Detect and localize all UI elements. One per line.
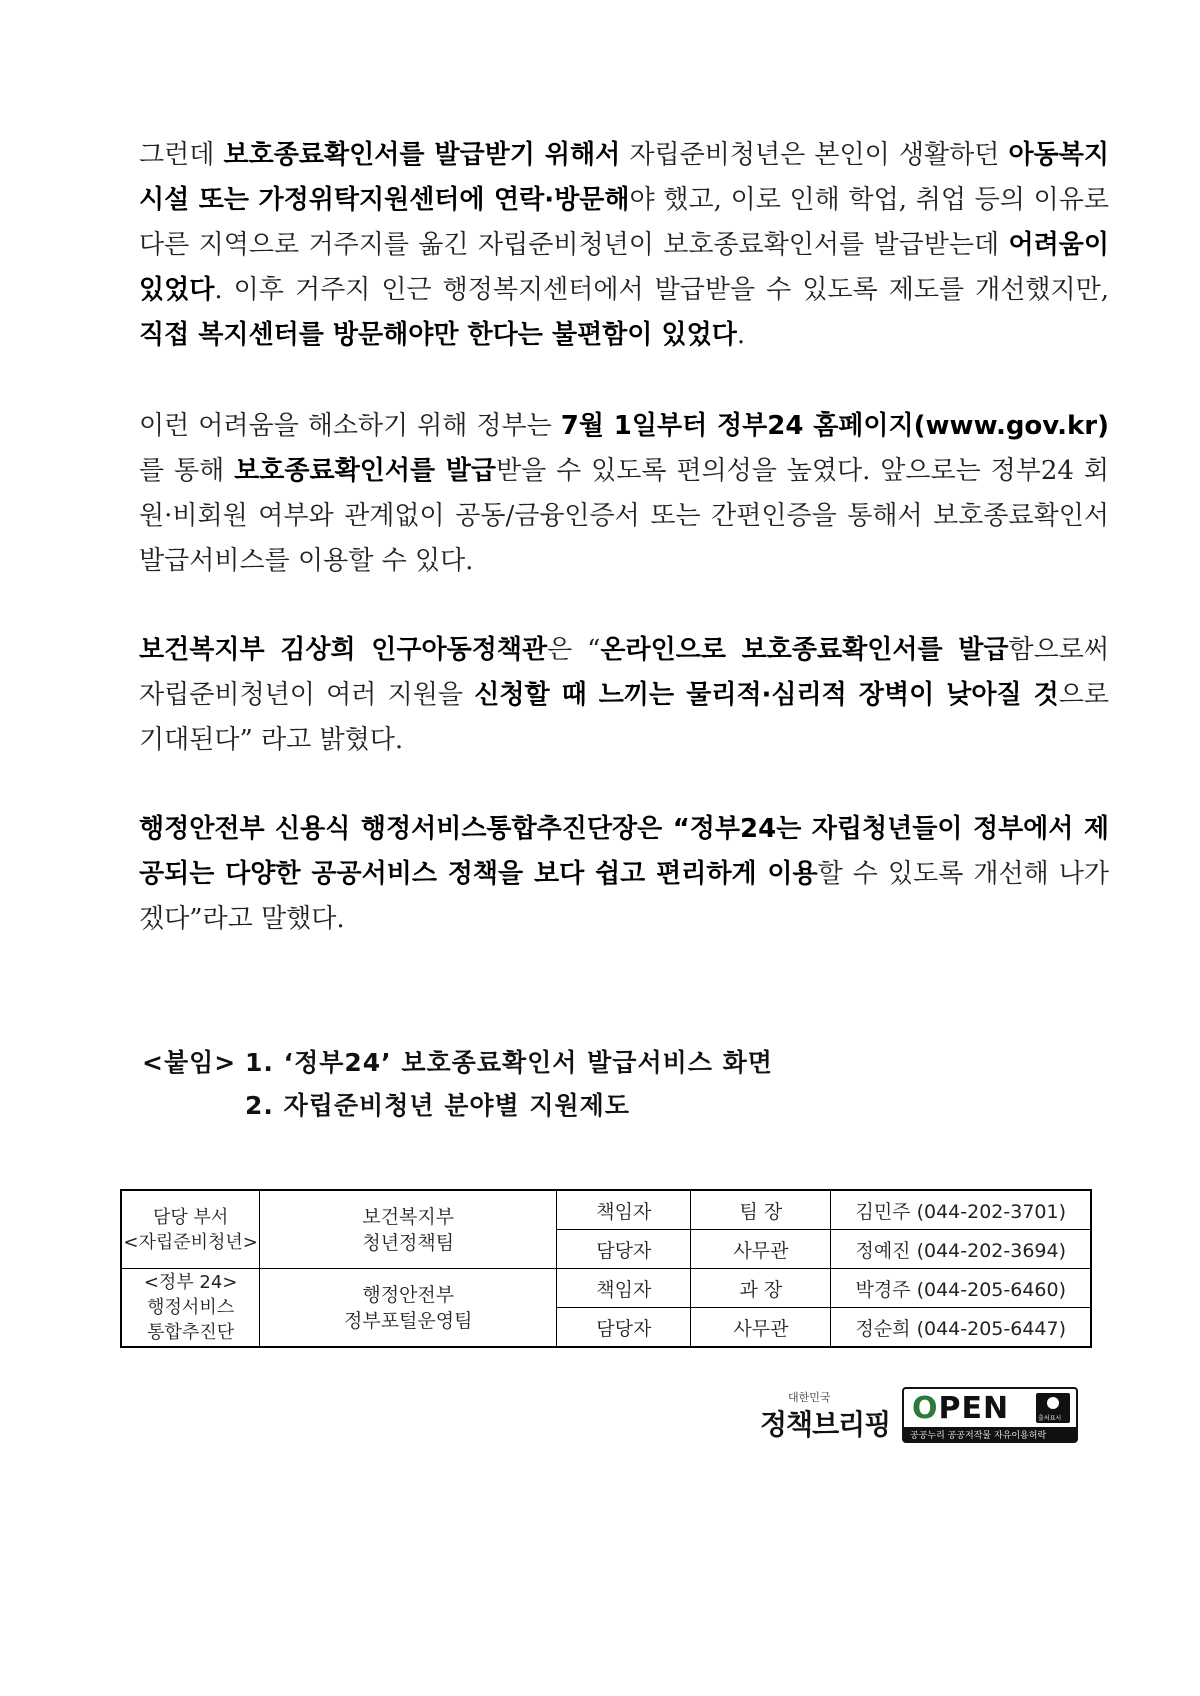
body-text: 를 통해 bbox=[139, 456, 235, 486]
policy-briefing-logo bbox=[760, 1387, 900, 1447]
paragraph-3 bbox=[117, 628, 1109, 763]
team-name: 청년정책팀 bbox=[362, 1231, 455, 1254]
open-o: O bbox=[912, 1391, 939, 1426]
badge-caption: 출처표시 bbox=[1038, 1415, 1062, 1422]
emphasis-text: 보건복지부 김상희 인구아동정책관 bbox=[139, 635, 548, 665]
ministry-name: 보건복지부 bbox=[362, 1205, 455, 1228]
role-cell: 책임자 bbox=[557, 1269, 691, 1308]
briefing-caption: 대한민국 bbox=[788, 1391, 831, 1404]
body-text: 할 수 있도록 개선해 나가겠다”라고 말했다. bbox=[139, 859, 1109, 934]
dept-sub: 통합추진단 bbox=[147, 1322, 235, 1343]
person-cell: 정순희 (044-205-6447) bbox=[831, 1308, 1091, 1348]
license-text: 공공누리 공공저작물 자유이용허락 bbox=[910, 1431, 1047, 1441]
attachment-item-2: 2. 자립준비청년 분야별 지원제도 bbox=[245, 1091, 630, 1120]
title-cell: 사무관 bbox=[691, 1308, 831, 1348]
emphasis-text: 직접 복지센터를 방문해야만 한다는 불편함이 있었다 bbox=[139, 320, 737, 350]
person-cell: 정예진 (044-202-3694) bbox=[831, 1230, 1091, 1269]
role-cell: 책임자 bbox=[557, 1190, 691, 1230]
role-cell: 담당자 bbox=[557, 1230, 691, 1269]
team-cell bbox=[260, 1269, 557, 1348]
ministry-name: 행정안전부 bbox=[362, 1283, 455, 1306]
emphasis-text: 행정안전부 신용식 행정서비스통합추진단장은 “정부24는 자립청년들이 정부에서 제공되는 다양한 공공서비스 정책을 보다 쉽고 편리하게 이용 bbox=[139, 814, 1109, 889]
body-text: 그런데 bbox=[139, 140, 224, 170]
person-cell: 김민주 (044-202-3701) bbox=[831, 1190, 1091, 1230]
body-text: . bbox=[736, 320, 746, 350]
attachment-item-1: 1. ‘정부24’ 보호종료확인서 발급서비스 화면 bbox=[245, 1048, 773, 1077]
open-rest: PEN bbox=[938, 1391, 1010, 1426]
emphasis-text: 7월 1일부터 정부24 홈페이지(www.gov.kr) bbox=[560, 411, 1109, 441]
table-row bbox=[121, 1269, 1091, 1308]
person-icon bbox=[1047, 1397, 1059, 1409]
body-text: 으로 기대된다” 라고 밝혔다. bbox=[139, 680, 1110, 755]
emphasis-text: 어려움이 있었다 bbox=[139, 230, 1109, 305]
contact-table bbox=[120, 1189, 1092, 1348]
briefing-title: 정책브리핑 bbox=[760, 1408, 891, 1441]
dept-label: <정부 24> bbox=[143, 1272, 238, 1293]
table-row bbox=[121, 1190, 1091, 1230]
dept-cell bbox=[121, 1269, 260, 1348]
dept-sub: <자립준비청년> bbox=[123, 1231, 258, 1253]
emphasis-text: 아동복지시설 또는 가정위탁지원센터에 연락·방문해 bbox=[139, 140, 1109, 215]
body-text: . 이후 거주지 인근 행정복지센터에서 발급받을 수 있도록 제도를 개선했지만, bbox=[214, 275, 1109, 305]
body-text: 받을 수 있도록 편의성을 높였다. 앞으로는 정부24 회원·비회원 여부와 관계없이 공동/금융인증서 또는 간편인증을 통해서 보호종료확인서 발급서비스를 이용할 수 있다. bbox=[139, 456, 1109, 576]
emphasis-text: 보호종료확인서를 발급 bbox=[234, 456, 497, 486]
footer-logos bbox=[760, 1387, 1090, 1447]
person-cell: 박경주 (044-205-6460) bbox=[831, 1269, 1091, 1308]
dept-cell bbox=[121, 1190, 260, 1269]
dept-sub: 행정서비스 bbox=[147, 1297, 235, 1318]
paragraph-2 bbox=[117, 404, 1109, 584]
team-name: 정부포털운영팀 bbox=[344, 1309, 473, 1332]
attribution-icon bbox=[1036, 1393, 1070, 1423]
dept-label: 담당 부서 bbox=[152, 1206, 229, 1228]
body-text: 은 “ bbox=[547, 635, 601, 665]
emphasis-text: 보호종료확인서를 발급받기 위해서 bbox=[223, 140, 621, 170]
role-cell: 담당자 bbox=[557, 1308, 691, 1348]
emphasis-text: 신청할 때 느끼는 물리적·심리적 장벽이 낮아질 것 bbox=[474, 680, 1059, 710]
team-cell bbox=[260, 1190, 557, 1269]
body-text: 야 했고, 이로 인해 학업, 취업 등의 이유로 다른 지역으로 거주지를 옮긴 자립준비청년이 보호종료확인서를 발급받는데 bbox=[139, 185, 1109, 260]
title-cell: 사무관 bbox=[691, 1230, 831, 1269]
title-cell: 팀 장 bbox=[691, 1190, 831, 1230]
body-text: 자립준비청년은 본인이 생활하던 bbox=[620, 140, 1009, 170]
paragraph-4 bbox=[117, 807, 1109, 942]
title-cell: 과 장 bbox=[691, 1269, 831, 1308]
body-text: 이런 어려움을 해소하기 위해 정부는 bbox=[139, 411, 561, 441]
open-text bbox=[912, 1391, 1009, 1426]
attachment-label: <붙임> bbox=[142, 1048, 237, 1077]
body-text: 함으로써 자립준비청년이 여러 지원을 bbox=[139, 635, 1109, 710]
emphasis-text: 온라인으로 보호종료확인서를 발급 bbox=[600, 635, 1009, 665]
paragraph-1 bbox=[117, 133, 1109, 358]
open-license-logo bbox=[902, 1387, 1078, 1443]
license-strip bbox=[904, 1427, 1076, 1441]
